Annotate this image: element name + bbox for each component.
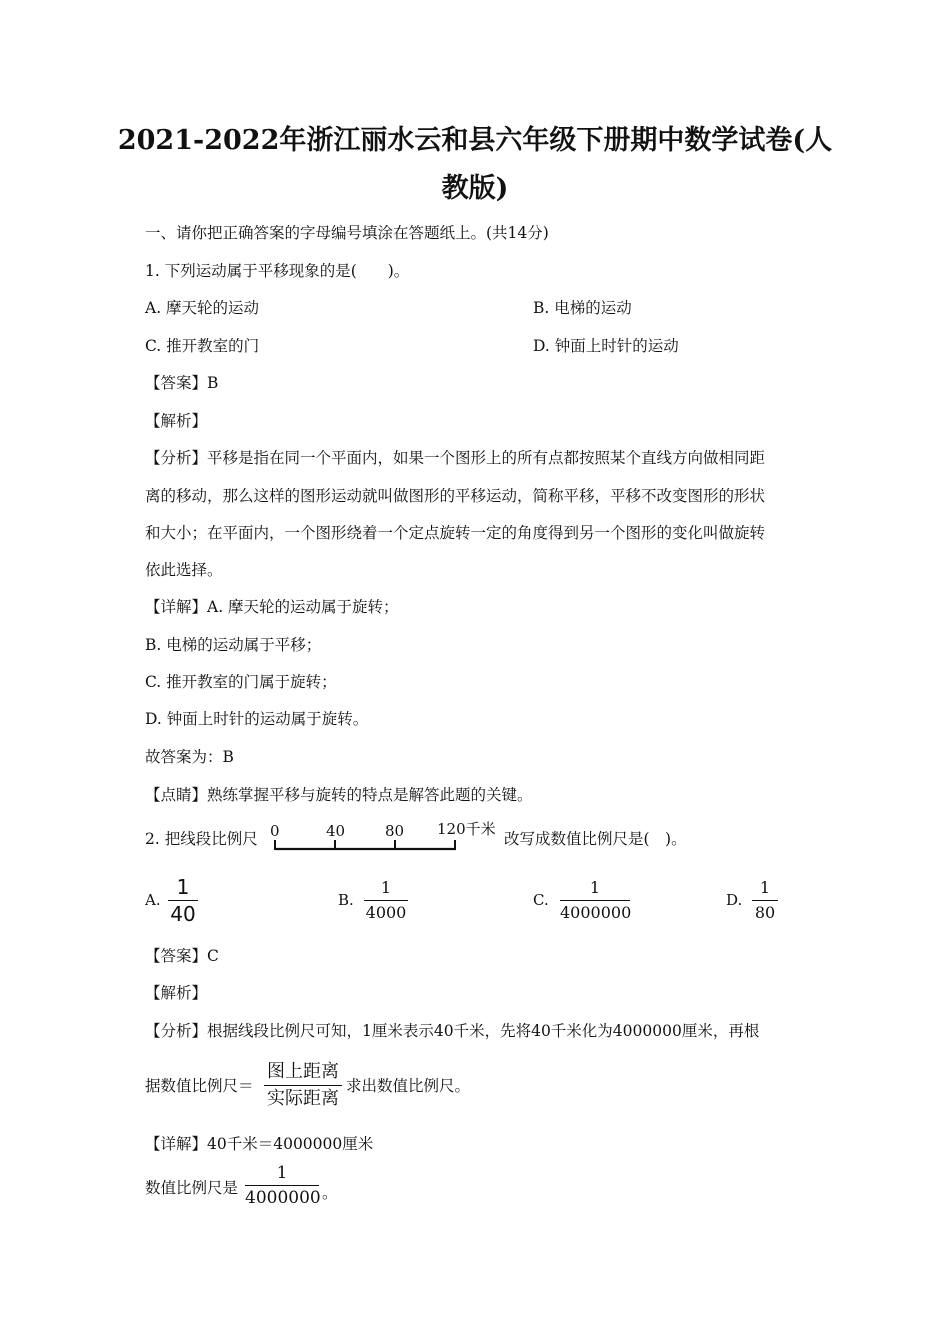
q2-option-a-fraction [168, 876, 198, 925]
line-scale-figure [270, 818, 505, 858]
q2-option-d-fraction [752, 878, 778, 923]
q2-option-b-fraction [364, 878, 408, 923]
q1-option-b: B. 电梯的运动 [533, 299, 632, 317]
fraction-denominator: 4000000 [560, 903, 632, 922]
q2-option-a-label: A. [145, 891, 161, 909]
fraction-bar [168, 900, 198, 901]
q1-analysis-line: 和大小；在平面内，一个图形绕着一个定点旋转一定的角度得到另一个图形的变化叫做旋转 [145, 524, 766, 542]
formula-numerator: 图上距离 [267, 1061, 339, 1082]
q2-detail-line2-after: 。 [322, 1184, 338, 1202]
fraction-denominator: 4000 [365, 903, 407, 922]
q1-final-answer: 故答案为：B [145, 748, 234, 766]
fraction-numerator: 1 [276, 1163, 288, 1183]
fraction-bar [245, 1185, 319, 1186]
q2-answer: 【答案】C [145, 947, 219, 965]
fraction-numerator: 1 [759, 878, 771, 897]
q2-detail-line2-before: 数值比例尺是 [145, 1179, 239, 1197]
scale-tick-label: 40 [326, 822, 346, 840]
q2-option-c-fraction [560, 878, 630, 923]
q2-analysis-line1: 【分析】根据线段比例尺可知，1厘米表示40千米，先将40千米化为4000000厘米，再根 [145, 1022, 760, 1040]
fraction-bar [364, 900, 408, 901]
fraction-bar [264, 1085, 342, 1086]
q2-option-d-label: D. [726, 891, 743, 909]
fraction-denominator: 80 [754, 903, 776, 922]
q1-stem: 1. 下列运动属于平移现象的是( )。 [145, 262, 410, 280]
q2-analysis-heading: 【解析】 [145, 984, 208, 1002]
document-title-line1: 2021-2022年浙江丽水云和县六年级下册期中数学试卷(人 [117, 125, 833, 156]
q2-detail-fraction [245, 1163, 319, 1208]
q1-tip: 【点睛】熟练掌握平移与旋转的特点是解答此题的关键。 [145, 786, 533, 804]
q1-detail-line: D. 钟面上时针的运动属于旋转。 [145, 710, 369, 728]
scale-tick-label: 0 [270, 822, 280, 840]
q2-stem-before: 2. 把线段比例尺 [145, 830, 258, 848]
scale-tick-label: 120千米 [437, 820, 496, 838]
q1-detail-line: B. 电梯的运动属于平移； [145, 636, 322, 654]
fraction-numerator: 1 [380, 878, 392, 897]
fraction-denominator: 4000000 [245, 1188, 321, 1208]
scale-ruler [270, 818, 505, 858]
q1-option-c: C. 推开教室的门 [145, 337, 260, 355]
q1-analysis-line: 依此选择。 [145, 561, 223, 579]
q1-detail-line: 【详解】A. 摩天轮的运动属于旋转； [145, 598, 399, 616]
fraction-numerator: 1 [589, 878, 601, 897]
fraction-bar [752, 900, 778, 901]
q2-stem-after: 改写成数值比例尺是( )。 [504, 830, 687, 848]
q2-analysis-line2-before: 据数值比例尺＝ [145, 1077, 254, 1095]
q1-analysis-line: 离的移动，那么这样的图形运动就叫做图形的平移运动，简称平移，平移不改变图形的形状 [145, 487, 766, 505]
fraction-numerator: 1 [176, 875, 190, 899]
scale-tick-label: 80 [385, 822, 405, 840]
q1-option-a: A. 摩天轮的运动 [145, 299, 260, 317]
q1-option-d: D. 钟面上时针的运动 [533, 337, 679, 355]
q2-detail-line1: 【详解】40千米＝4000000厘米 [145, 1135, 374, 1153]
q2-analysis-line2-after: 求出数值比例尺。 [346, 1077, 471, 1095]
fraction-bar [560, 900, 630, 901]
scale-formula-fraction [264, 1061, 342, 1110]
section-heading: 一、请你把正确答案的字母编号填涂在答题纸上。(共14分) [145, 224, 549, 242]
q1-analysis-line: 【分析】平移是指在同一个平面内，如果一个图形上的所有点都按照某个直线方向做相同距 [145, 449, 766, 467]
q1-analysis-heading: 【解析】 [145, 412, 208, 430]
fraction-denominator: 40 [170, 902, 196, 926]
q1-answer: 【答案】B [145, 374, 219, 392]
formula-denominator: 实际距离 [267, 1088, 339, 1109]
q2-option-b-label: B. [338, 891, 354, 909]
q2-option-c-label: C. [533, 891, 549, 909]
q1-detail-line: C. 推开教室的门属于旋转； [145, 673, 337, 691]
document-title-line2: 教版) [441, 173, 509, 204]
